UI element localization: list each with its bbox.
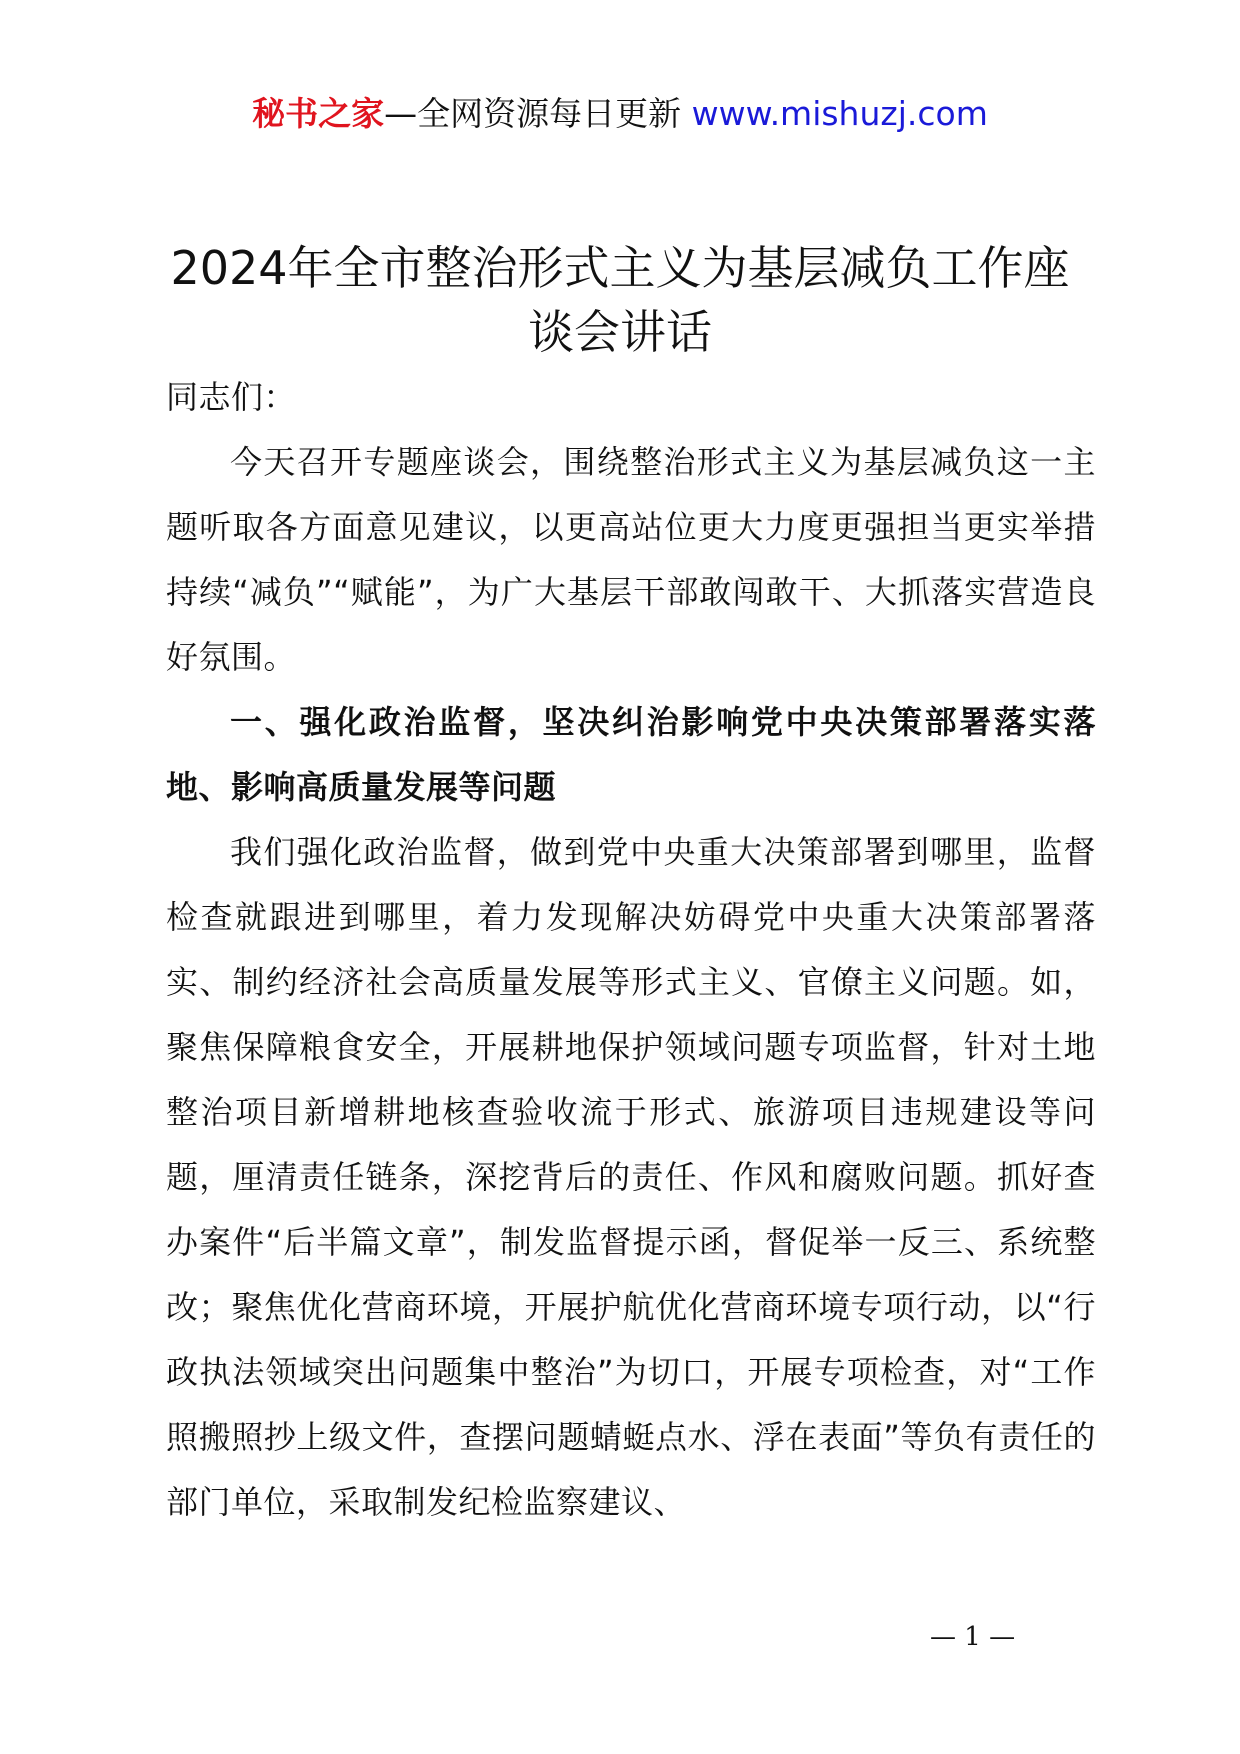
site-url-link[interactable]: www.mishuzj.com: [691, 94, 988, 133]
section-paragraph: 我们强化政治监督，做到党中央重大决策部署到哪里，监督检查就跟进到哪里，着力发现解决妨碍党中央重大决策部署落实、制约经济社会高质量发展等形式主义、官僚主义问题。如，聚焦保障粮食安全，开展耕地保护领域问题专项监督，针对土地整治项目新增耕地核查验收流于形式、旅游项目违规建设等问题，厘清责任链条，深挖背后的责任、作风和腐败问题。抓好查办案件“后半篇文章”，制发监督提示函，督促举一反三、系统整改；聚焦优化营商环境，开展护航优化营商环境专项行动，以“行政执法领域突出问题集中整治”为切口，开展专项检查，对“工作照搬照抄上级文件，查摆问题蜻蜓点水、浮在表面”等负有责任的部门单位，采取制发纪检监察建议、: [166, 833, 1096, 1521]
document-body: [166, 365, 1096, 1535]
page-number: — 1 —: [930, 1622, 1016, 1652]
site-banner: [0, 94, 1240, 134]
salutation: 同志们：: [166, 378, 297, 416]
document-title: 2024年全市整治形式主义为基层减负工作座谈会讲话: [170, 241, 1070, 359]
intro-paragraph: 今天召开专题座谈会，围绕整治形式主义为基层减负这一主题听取各方面意见建议，以更高站位更大力度更强担当更实举措持续“减负”“赋能”，为广大基层干部敢闯敢干、大抓落实营造良好氛围。: [166, 443, 1096, 676]
section-heading: 一、强化政治监督，坚决纠治影响党中央决策部署落实落地、影响高质量发展等问题: [166, 703, 1096, 806]
site-brand: 秘书之家: [252, 94, 385, 133]
site-tagline: —全网资源每日更新: [384, 94, 692, 133]
